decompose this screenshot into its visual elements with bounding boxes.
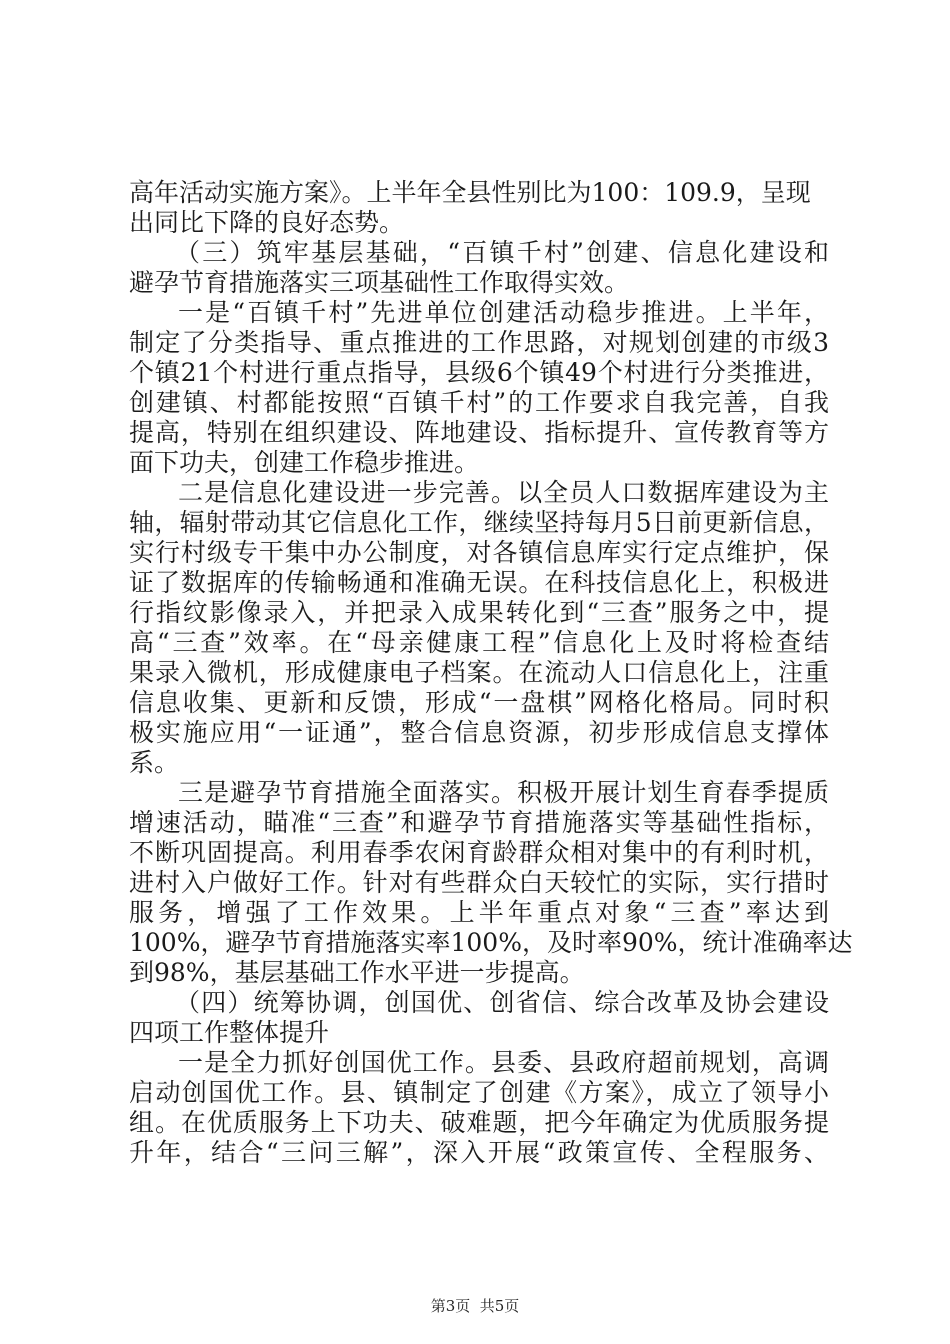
text-line: 个镇21个村进行重点指导，县级6个镇49个村进行分类推进， xyxy=(129,358,829,387)
text-line: 证了数据库的传输畅通和准确无误。在科技信息化上，积极进 xyxy=(129,568,829,597)
text-line: 启动创国优工作。县、镇制定了创建《方案》，成立了领导小 xyxy=(129,1078,829,1107)
text-line: 一是全力抓好创国优工作。县委、县政府超前规划，高调 xyxy=(178,1048,829,1077)
page-number-label: 第3页 共5页 xyxy=(430,1297,520,1315)
section-heading: 四项工作整体提升 xyxy=(129,1018,330,1047)
text-line: 100%，避孕节育措施落实率100%，及时率90%，统计准确率达 xyxy=(129,928,853,957)
text-line: 轴，辐射带动其它信息化工作，继续坚持每月5日前更新信息， xyxy=(129,508,829,537)
text-line: 三是避孕节育措施全面落实。积极开展计划生育春季提质 xyxy=(178,778,829,807)
section-heading: （三）筑牢基层基础，“百镇千村”创建、信息化建设和 xyxy=(175,238,829,267)
text-line: 出同比下降的良好态势。 xyxy=(129,208,405,237)
text-line: 一是“百镇千村”先进单位创建活动稳步推进。上半年， xyxy=(178,298,829,327)
text-line: 信息收集、更新和反馈，形成“一盘棋”网格化格局。同时积 xyxy=(129,688,829,717)
text-line: 增速活动，瞄准“三查”和避孕节育措施落实等基础性指标， xyxy=(129,808,829,837)
text-line: 提高，特别在组织建设、阵地建设、指标提升、宣传教育等方 xyxy=(129,418,829,447)
text-line: 组。在优质服务上下功夫、破难题，把今年确定为优质服务提 xyxy=(129,1108,829,1137)
text-line: 果录入微机，形成健康电子档案。在流动人口信息化上，注重 xyxy=(129,658,829,687)
text-line: 升年，结合“三问三解”，深入开展“政策宣传、全程服务、 xyxy=(129,1138,829,1167)
text-line: 到98%，基层基础工作水平进一步提高。 xyxy=(129,958,585,987)
text-line: 系。 xyxy=(129,748,180,777)
page-footer xyxy=(0,1296,950,1316)
text-line: 极实施应用“一证通”，整合信息资源，初步形成信息支撑体 xyxy=(129,718,829,747)
text-line: 高年活动实施方案》。上半年全县性别比为100：109.9，呈现 xyxy=(129,178,811,207)
text-line: 创建镇、村都能按照“百镇千村”的工作要求自我完善，自我 xyxy=(129,388,829,417)
text-line: 实行村级专干集中办公制度，对各镇信息库实行定点维护，保 xyxy=(129,538,829,567)
text-line: 二是信息化建设进一步完善。以全员人口数据库建设为主 xyxy=(178,478,829,507)
section-heading: （四）统筹协调，创国优、创省信、综合改革及协会建设 xyxy=(175,988,829,1017)
text-line: 服务，增强了工作效果。上半年重点对象“三查”率达到 xyxy=(129,898,829,927)
text-line: 不断巩固提高。利用春季农闲育龄群众相对集中的有利时机， xyxy=(129,838,829,867)
text-line: 行指纹影像录入，并把录入成果转化到“三查”服务之中，提 xyxy=(129,598,829,627)
text-line: 制定了分类指导、重点推进的工作思路，对规划创建的市级3 xyxy=(129,328,829,357)
text-line: 进村入户做好工作。针对有些群众白天较忙的实际，实行措时 xyxy=(129,868,829,897)
text-line: 高“三查”效率。在“母亲健康工程”信息化上及时将检查结 xyxy=(129,628,829,657)
text-line: 面下功夫，创建工作稳步推进。 xyxy=(129,448,480,477)
section-heading: 避孕节育措施落实三项基础性工作取得实效。 xyxy=(129,268,630,297)
